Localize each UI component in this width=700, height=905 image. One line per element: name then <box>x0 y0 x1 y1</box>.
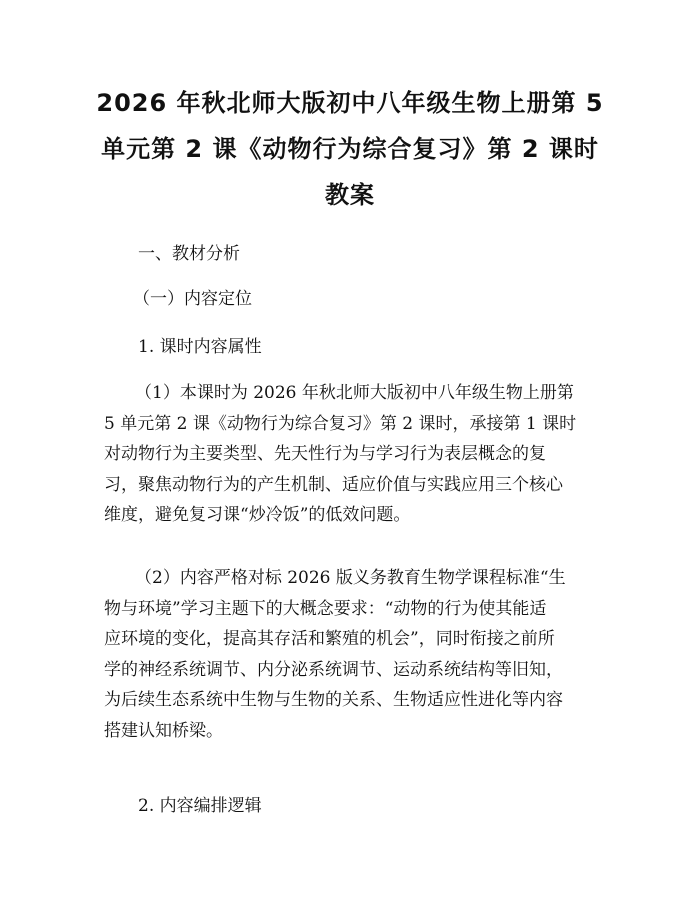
paragraph-line: （2）内容严格对标 2026 版义务教育生物学课程标准“生 <box>135 568 566 588</box>
document-title-line-3: 教案 <box>325 181 375 209</box>
paragraph-line: 维度，避免复习课“炒冷饭”的低效问题。 <box>104 505 411 525</box>
paragraph-line: （1）本课时为 2026 年秋北师大版初中八年级生物上册第 <box>135 383 574 403</box>
section-heading-textbook-analysis: 一、教材分析 <box>138 244 240 264</box>
paragraph-curriculum-alignment <box>104 563 596 746</box>
paragraph-line: 5 单元第 2 课《动物行为综合复习》第 2 课时，承接第 1 课时 <box>104 413 577 434</box>
subsection-heading-content-positioning: （一）内容定位 <box>133 289 252 309</box>
paragraph-lesson-attributes <box>104 378 596 531</box>
paragraph-line: 应环境的变化，提高其存活和繁殖的机会”，同时衔接之前所 <box>104 629 555 649</box>
document-title-line-1: 2026 年秋北师大版初中八年级生物上册第 5 <box>96 89 604 117</box>
paragraph-line: 为后续生态系统中生物与生物的关系、生物适应性进化等内容 <box>104 690 563 710</box>
item-heading-content-arrangement-logic: 2. 内容编排逻辑 <box>138 796 262 816</box>
document-title-line-2: 单元第 2 课《动物行为综合复习》第 2 课时 <box>101 135 599 163</box>
paragraph-line: 搭建认知桥梁。 <box>104 720 223 741</box>
item-heading-lesson-content-attributes: 1. 课时内容属性 <box>138 337 262 357</box>
paragraph-line: 学的神经系统调节、内分泌系统调节、运动系统结构等旧知， <box>104 659 563 680</box>
paragraph-line: 习，聚焦动物行为的产生机制、适应价值与实践应用三个核心 <box>104 474 563 495</box>
paragraph-line: 对动物行为主要类型、先天性行为与学习行为表层概念的复 <box>104 444 546 464</box>
paragraph-line: 物与环境”学习主题下的大概念要求：“动物的行为使其能适 <box>104 598 547 619</box>
